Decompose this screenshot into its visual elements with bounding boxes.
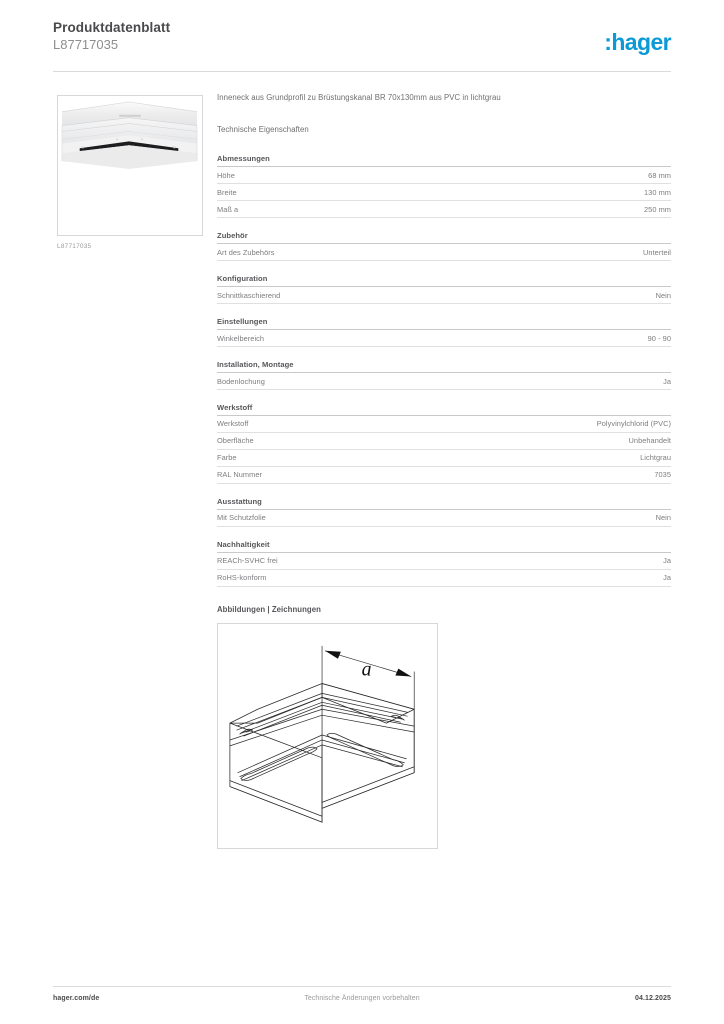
specifications-table — [217, 154, 671, 587]
technical-drawing — [217, 623, 438, 849]
table-row — [217, 467, 671, 484]
spec-value: 130 mm — [644, 187, 671, 197]
spec-group-title: Zubehör — [217, 231, 671, 244]
footer-divider — [53, 986, 671, 987]
spec-value: 250 mm — [644, 204, 671, 214]
spec-label: REACh-SVHC frei — [217, 556, 278, 566]
spec-label: Höhe — [217, 170, 235, 180]
spec-label: Werkstoff — [217, 419, 249, 429]
table-row — [217, 167, 671, 184]
spec-value: Nein — [655, 513, 671, 523]
spec-value: Ja — [663, 376, 671, 386]
footer-date: 04.12.2025 — [634, 995, 671, 1002]
dimension-label-a: a — [361, 658, 372, 681]
spec-value: 7035 — [654, 470, 671, 480]
product-photo — [57, 95, 203, 236]
product-description: Inneneck aus Grundprofil zu Brüstungskanal BR 70x130mm aus PVC in lichtgrau — [217, 93, 501, 102]
spec-group-title: Installation, Montage — [217, 360, 671, 373]
table-row — [217, 553, 671, 570]
spec-group — [217, 540, 671, 587]
spec-group — [217, 360, 671, 390]
spec-label: Farbe — [217, 453, 237, 463]
table-row — [217, 287, 671, 304]
spec-group — [217, 317, 671, 347]
spec-group — [217, 274, 671, 304]
spec-label: Schnittkaschierend — [217, 290, 281, 300]
datasheet-content — [217, 92, 671, 849]
spec-label: Breite — [217, 187, 237, 197]
product-reference: L87717035 — [53, 37, 119, 52]
table-row — [217, 201, 671, 218]
technical-properties-heading: Technische Eigenschaften — [217, 125, 309, 134]
spec-group-title: Nachhaltigkeit — [217, 540, 671, 553]
spec-group — [217, 154, 671, 218]
spec-value: Lichtgrau — [640, 453, 671, 463]
spec-label: Bodenlochung — [217, 376, 265, 386]
table-row — [217, 433, 671, 450]
spec-group-title: Ausstattung — [217, 497, 671, 510]
spec-value: Ja — [663, 573, 671, 583]
header-divider — [53, 71, 671, 72]
spec-group-title: Einstellungen — [217, 317, 671, 330]
table-row — [217, 184, 671, 201]
spec-label: Maß a — [217, 204, 239, 214]
spec-label: Art des Zubehörs — [217, 247, 275, 257]
product-photo-caption: L87717035 — [57, 243, 92, 250]
spec-value: Nein — [655, 290, 671, 300]
spec-value: Ja — [663, 556, 671, 566]
table-row — [217, 244, 671, 261]
table-row — [217, 330, 671, 347]
spec-value: Unterteil — [643, 247, 671, 257]
technical-drawing-image — [218, 624, 437, 848]
page-footer — [53, 995, 671, 1009]
product-photo-image — [58, 96, 202, 235]
spec-value: 90 - 90 — [647, 333, 671, 343]
spec-label: Mit Schutzfolie — [217, 513, 266, 523]
spec-label: Winkelbereich — [217, 333, 265, 343]
spec-value: Unbehandelt — [628, 436, 671, 446]
spec-group-title: Werkstoff — [217, 403, 671, 416]
page-header — [53, 20, 671, 65]
spec-label: Oberfläche — [217, 436, 254, 446]
page-title: Produktdatenblatt — [53, 20, 171, 35]
spec-group — [217, 403, 671, 484]
spec-label: RAL Nummer — [217, 470, 262, 480]
table-row — [217, 373, 671, 390]
drawings-heading: Abbildungen | Zeichnungen — [217, 604, 321, 614]
spec-group — [217, 231, 671, 261]
table-row — [217, 450, 671, 467]
footer-website[interactable]: hager.com/de — [53, 995, 100, 1002]
table-row — [217, 510, 671, 527]
footer-disclaimer: Technische Änderungen vorbehalten — [304, 995, 420, 1002]
spec-value: 68 mm — [648, 170, 671, 180]
spec-group-title: Konfiguration — [217, 274, 671, 287]
spec-value: Polyvinylchlorid (PVC) — [596, 419, 671, 429]
spec-group-title: Abmessungen — [217, 154, 671, 167]
hager-logo: :hager — [604, 29, 671, 55]
table-row — [217, 416, 671, 433]
spec-label: RoHS-konform — [217, 573, 267, 583]
spec-group — [217, 497, 671, 527]
table-row — [217, 570, 671, 587]
